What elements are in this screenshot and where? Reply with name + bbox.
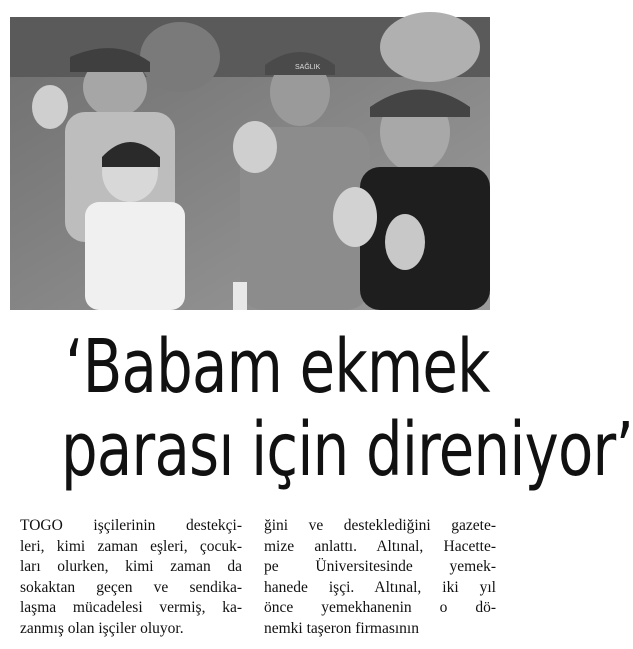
text-line: laşma mücadelesi vermiş, ka- <box>20 599 242 616</box>
text-line: leri, kimi zaman eşleri, çocuk- <box>20 537 242 555</box>
text-line: pe Üniversitesinde yemek- <box>264 558 496 575</box>
text-line: hanede işçi. Altınal, iki yıl <box>264 578 496 596</box>
body-column-2 <box>264 516 496 639</box>
news-photo <box>10 17 490 310</box>
text-line: ları olurken, kimi zaman da <box>20 558 242 575</box>
text-line: nemki taşeron firmasının <box>264 619 419 637</box>
protest-photo-icon <box>10 17 490 310</box>
text-line: TOGO işçilerinin destekçi- <box>20 517 242 534</box>
headline-line-2: parası için direniyor’ <box>61 407 633 493</box>
text-line: önce yemekhanenin o dö- <box>264 599 496 616</box>
text-line: sokaktan geçen ve sendika- <box>20 578 242 596</box>
text-line: zanmış olan işçiler oluyor. <box>20 619 184 637</box>
text-line: ğini ve desteklediğini gazete- <box>264 517 496 534</box>
body-column-1 <box>20 516 242 639</box>
cap-text: SAĞLIK <box>295 64 321 71</box>
text-line: mize anlattı. Altınal, Hacette- <box>264 537 496 555</box>
headline-line-1: ‘Babam ekmek <box>65 324 490 410</box>
